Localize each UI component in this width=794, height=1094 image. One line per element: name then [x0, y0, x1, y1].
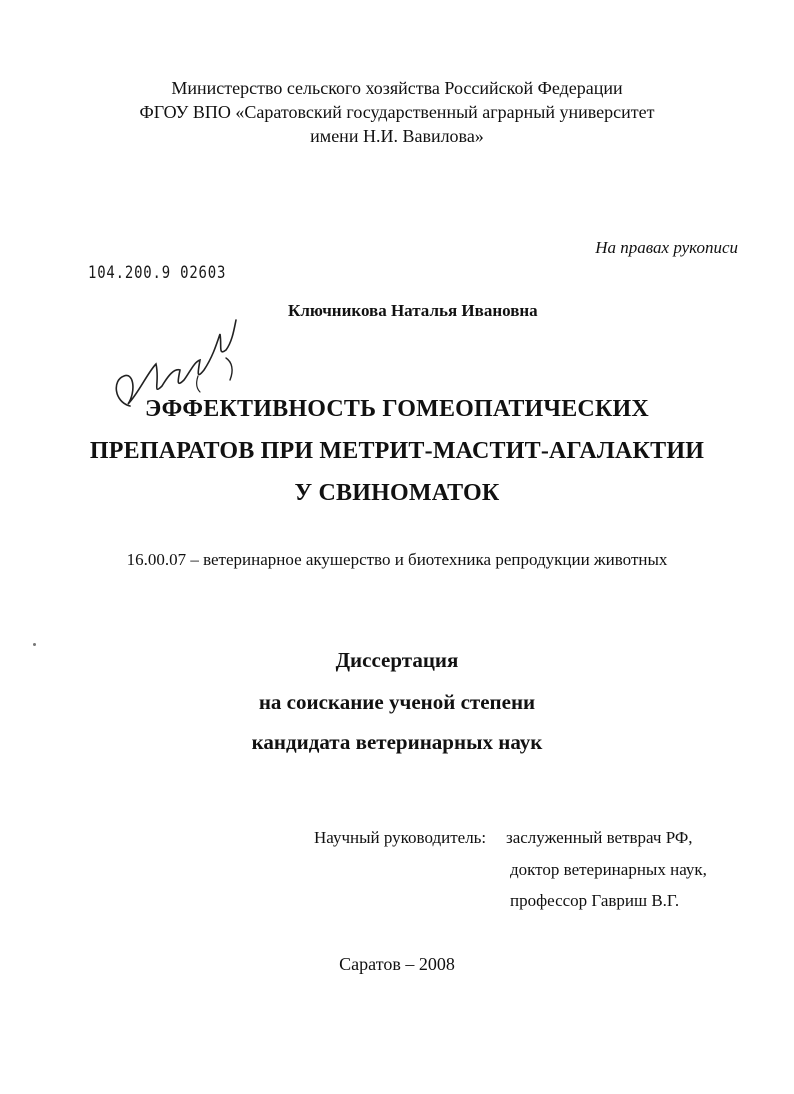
degree-field-line: кандидата ветеринарных наук: [251, 730, 543, 754]
ministry-line: Министерство сельского хозяйства Российской Федерации: [171, 78, 623, 98]
scan-speck: [33, 643, 36, 646]
advisor-title-2: доктор ветеринарных наук,: [510, 860, 707, 879]
dissertation-heading: Диссертация: [335, 648, 459, 672]
university-line-1: ФГОУ ВПО «Саратовский государственный аграрный университет: [139, 102, 655, 122]
title-line-1: ЭФФЕКТИВНОСТЬ ГОМЕОПАТИЧЕСКИХ: [145, 396, 649, 422]
title-line-2: ПРЕПАРАТОВ ПРИ МЕТРИТ-МАСТИТ-АГАЛАКТИИ: [89, 438, 705, 464]
rights-note: На правах рукописи: [595, 238, 738, 257]
specialty-code: 16.00.07 – ветеринарное акушерство и биотехника репродукции животных: [126, 550, 668, 569]
author-name: Ключникова Наталья Ивановна: [288, 301, 538, 320]
city-year: Саратов – 2008: [339, 954, 455, 974]
advisor-title-1: заслуженный ветврач РФ,: [506, 828, 693, 847]
university-line-2: имени Н.И. Вавилова»: [310, 126, 484, 146]
advisor-label: Научный руководитель:: [314, 828, 487, 847]
library-stamp-number: 104.200.9 02603: [88, 263, 227, 283]
title-line-3: У СВИНОМАТОК: [294, 480, 500, 506]
degree-line: на соискание ученой степени: [258, 690, 536, 714]
advisor-name: профессор Гавриш В.Г.: [510, 891, 680, 910]
